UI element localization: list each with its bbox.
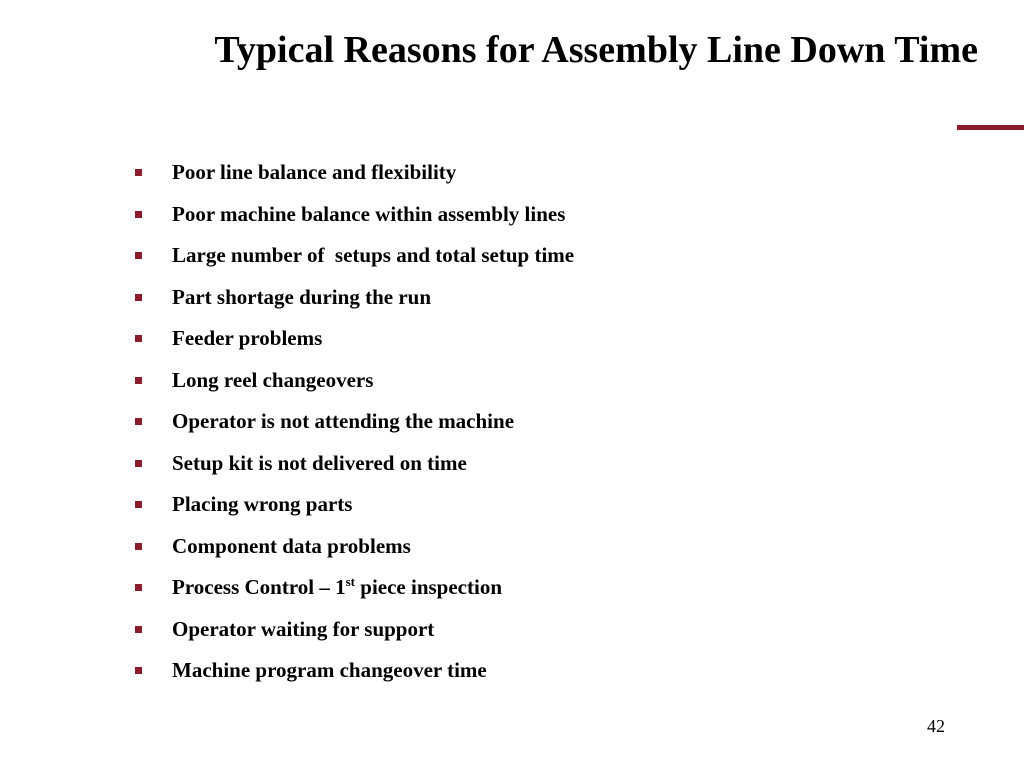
list-item [130, 277, 574, 319]
bullet-text-part: Process Control – 1 [172, 575, 346, 600]
bullet-list [130, 152, 574, 692]
list-item [130, 650, 574, 692]
square-bullet-icon [135, 543, 142, 550]
list-item [130, 235, 574, 277]
page-number: 42 [927, 716, 945, 736]
list-item [130, 443, 574, 485]
square-bullet-icon [135, 626, 142, 633]
list-item [130, 318, 574, 360]
slide-title: Typical Reasons for Assembly Line Down Time [214, 29, 978, 71]
square-bullet-icon [135, 501, 142, 508]
square-bullet-icon [135, 584, 142, 591]
bullet-text [172, 575, 502, 600]
list-item [130, 152, 574, 194]
bullet-text: Part shortage during the run [172, 284, 431, 309]
square-bullet-icon [135, 377, 142, 384]
bullet-text: Long reel changeovers [172, 367, 374, 392]
list-item [130, 484, 574, 526]
square-bullet-icon [135, 335, 142, 342]
bullet-text: Setup kit is not delivered on time [172, 450, 467, 475]
square-bullet-icon [135, 667, 142, 674]
bullet-text: Poor machine balance within assembly lines [172, 201, 566, 226]
bullet-text-part: piece inspection [355, 575, 503, 600]
square-bullet-icon [135, 294, 142, 301]
list-item [130, 526, 574, 568]
bullet-text: Feeder problems [172, 326, 323, 351]
ordinal-superscript: st [345, 574, 356, 590]
square-bullet-icon [135, 169, 142, 176]
list-item [130, 567, 574, 609]
list-item [130, 609, 574, 651]
bullet-text: Machine program changeover time [172, 658, 487, 683]
bullet-text: Operator is not attending the machine [172, 409, 515, 434]
square-bullet-icon [135, 418, 142, 425]
bullet-text: Placing wrong parts [172, 492, 353, 517]
bullet-text: Large number of setups and total setup time [172, 243, 575, 268]
list-item [130, 401, 574, 443]
title-underline [957, 125, 1024, 130]
list-item [130, 194, 574, 236]
bullet-text: Poor line balance and flexibility [172, 160, 457, 185]
square-bullet-icon [135, 460, 142, 467]
list-item [130, 360, 574, 402]
bullet-text: Component data problems [172, 533, 411, 558]
square-bullet-icon [135, 211, 142, 218]
square-bullet-icon [135, 252, 142, 259]
bullet-text: Operator waiting for support [172, 616, 435, 641]
